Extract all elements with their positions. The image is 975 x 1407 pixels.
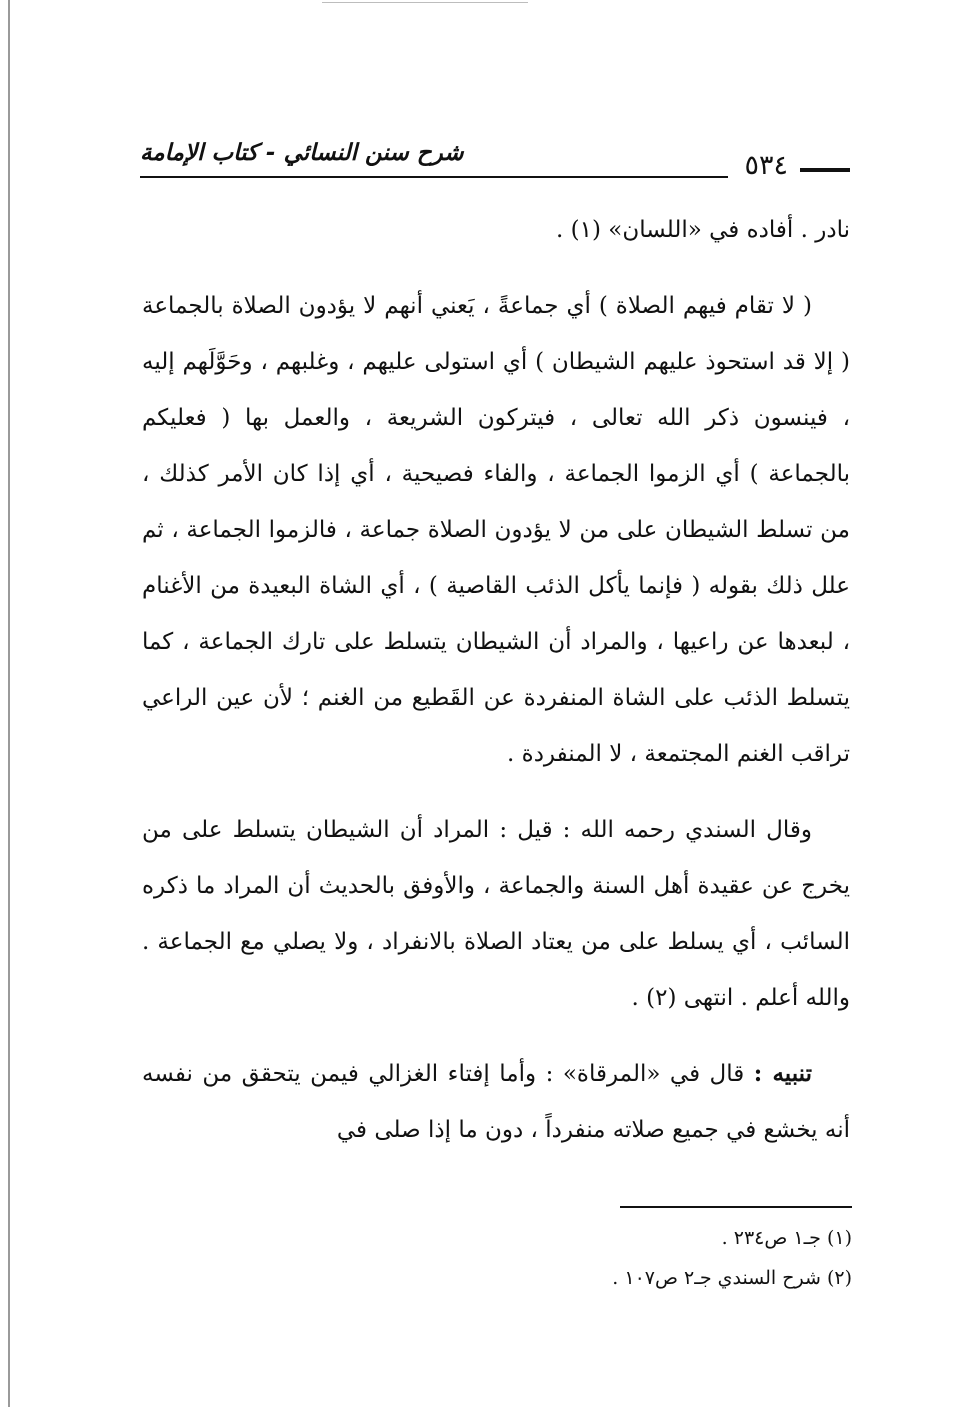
note-text: قال في «المرقاة» : وأما إفتاء الغزالي فيمن يتحقق من نفسه أنه يخشع في جميع صلاته منفرداً ، دون ما إذا صلى في [142, 1061, 850, 1143]
footnote-2: (٢) شرح السندي جـ٢ ص١٠٧ . [612, 1267, 852, 1289]
page-edge-line [8, 0, 10, 1407]
page-header [140, 140, 850, 180]
footnote-1: (١) جـ١ ص٢٣٤ . [721, 1227, 852, 1249]
note-label: تنبيه : [753, 1060, 812, 1087]
top-scan-rule [322, 2, 528, 3]
paragraph-commentary: ( لا تقام فيهم الصلاة ) أي جماعةً ، يَعني أنهم لا يؤدون الصلاة بالجماعة ( إلا قد استحوذ عليهم الشيطان ) أي استولى عليهم ، وغلبهم ، وحَوَّلَهم إليه ، فينسون ذكر الله تعالى ، فيتركون الشريعة ، والعمل بها ( فعليكم بالجماعة ) أي الزموا الجماعة ، والفاء فصيحية ، أي إذا كان الأمر كذلك ، من تسلط الشيطان على من لا يؤدون الصلاة جماعة ، فالزموا الجماعة ، ثم علل ذلك بقوله ( فإنما يأكل الذئب القاصية ) ، أي الشاة البعيدة من الأغنام ، لبعدها عن راعيها ، والمراد أن الشيطان يتسلط على تارك الجماعة ، كما يتسلط الذئب على الشاة المنفردة عن القَطيع من الغنم ؛ لأن عين الراعي تراقب الغنم المجتمعة ، لا المنفردة . [142, 293, 850, 767]
paragraph-sindi: وقال السندي رحمه الله : قيل : المراد أن الشيطان يتسلط على من يخرج عن عقيدة أهل السنة والجماعة ، والأوفق بالحديث أن المراد ما ذكره السائب ، أي يسلط على من يعتاد الصلاة بالانفراد ، ولا يصلي مع الجماعة . والله أعلم . انتهى (٢) . [142, 817, 850, 1011]
page-number-dash [800, 168, 850, 172]
header-rule [140, 176, 728, 178]
main-text [142, 202, 850, 1158]
footnote-rule [620, 1206, 852, 1208]
paragraph-continuation: نادر . أفاده في «اللسان» (١) . [556, 217, 850, 243]
paragraph-note [142, 1046, 850, 1158]
footnotes [500, 1218, 852, 1298]
running-title: شرح سنن النسائي - كتاب الإمامة [140, 140, 464, 166]
page-number: ٥٣٤ [744, 150, 788, 181]
